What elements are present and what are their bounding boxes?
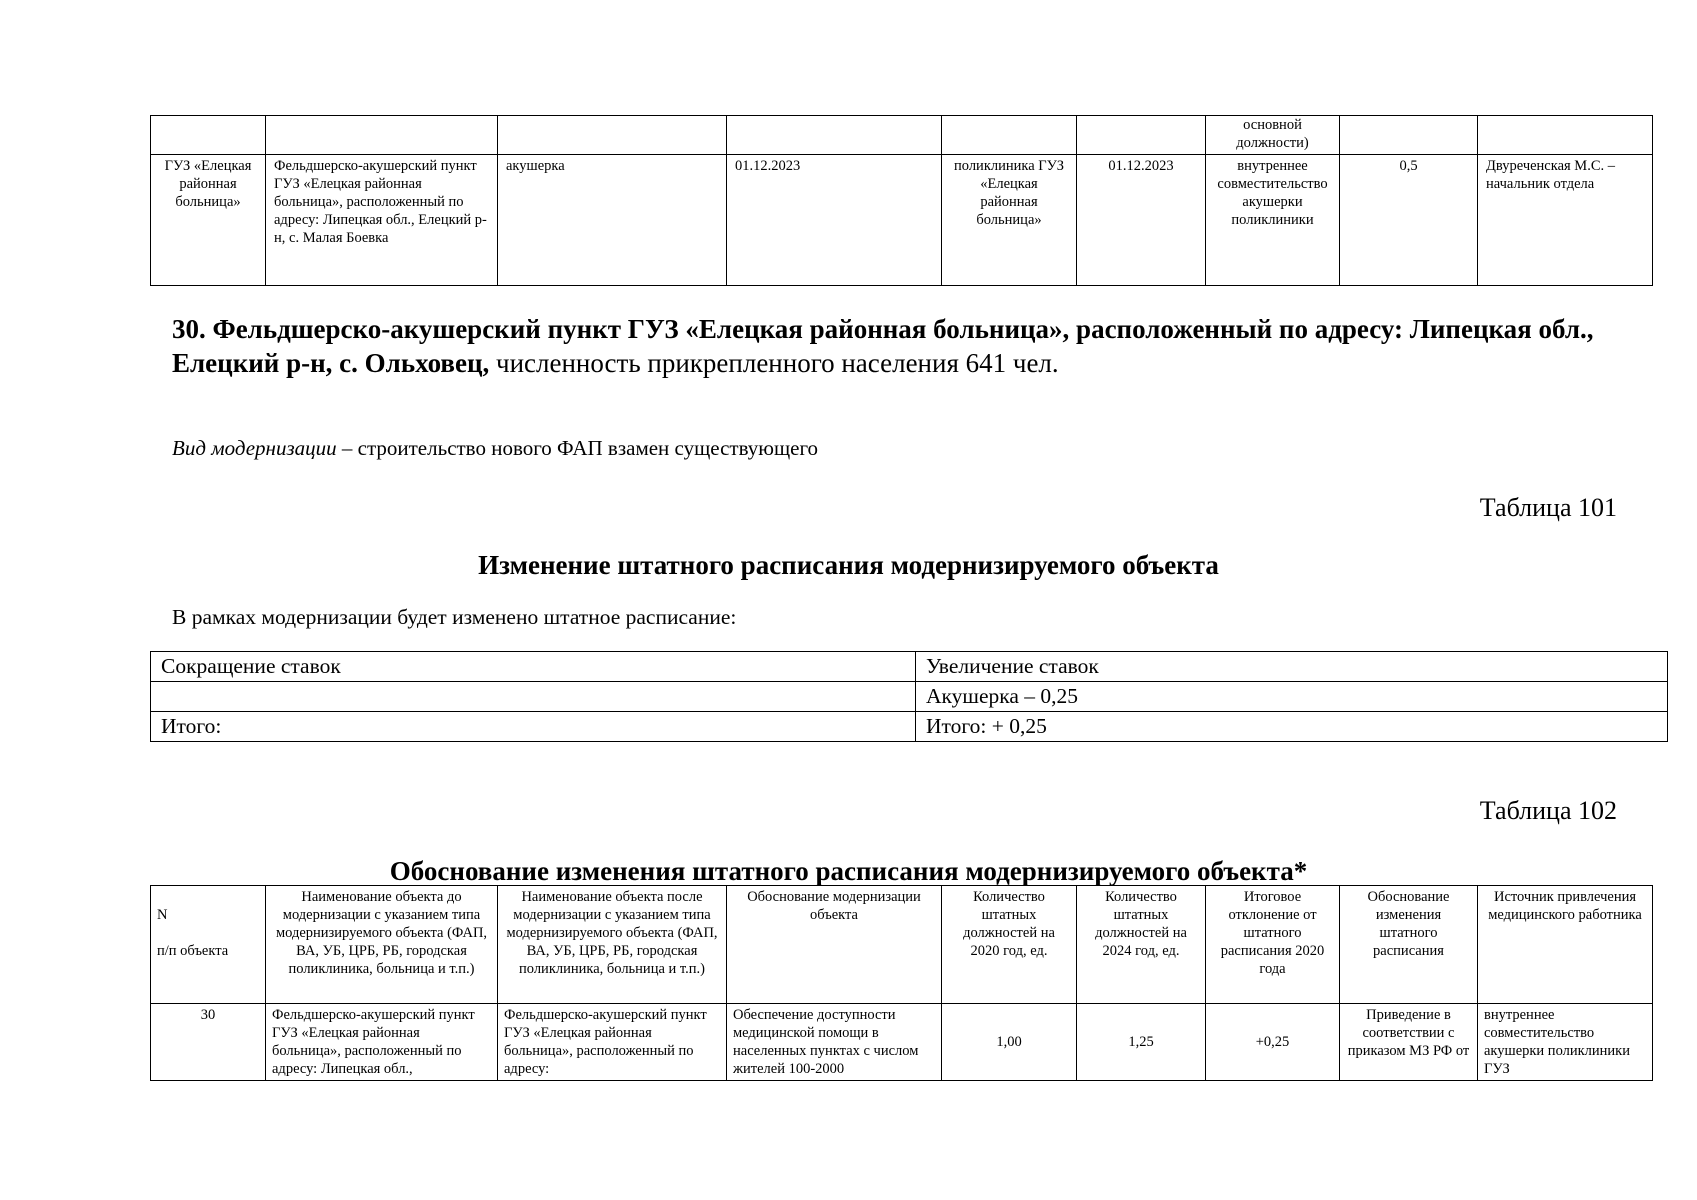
header-source: Источник привлечения медицинского работника (1478, 886, 1653, 1004)
cell-object-before: Фельдшерско-акушерский пункт ГУЗ «Елецкая районная больница», расположенный по адресу: Липецкая обл., (266, 1004, 498, 1081)
total-increase: Итого: + 0,25 (916, 712, 1668, 742)
cell-date-start: 01.12.2023 (727, 155, 942, 286)
cell-source: внутреннее совместительство акушерки поликлиники ГУЗ (1478, 1004, 1653, 1081)
cell-change-basis: Приведение в соответствии с приказом МЗ РФ от (1340, 1004, 1478, 1081)
cell-object-name: Фельдшерско-акушерский пункт ГУЗ «Елецкая районная больница», расположенный по адресу: Липецкая обл., Елецкий р-н, с. Малая Боевка (266, 155, 498, 286)
modernization-type (172, 436, 818, 461)
section-heading-bold: 30. Фельдшерско-акушерский пункт ГУЗ «Елецкая районная больница», расположенный по адресу: Липецкая обл., Елецкий р-н, с. Ольховец, (172, 314, 1594, 378)
table-row (151, 652, 1668, 682)
cell-organization: ГУЗ «Елецкая районная больница» (151, 155, 266, 286)
table-row (151, 682, 1668, 712)
header-count-2020: Количество штатных должностей на 2020 год, ед. (942, 886, 1077, 1004)
cell-count-2024: 1,25 (1077, 1004, 1206, 1081)
total-reduction: Итого: (151, 712, 916, 742)
header-increase: Увеличение ставок (916, 652, 1668, 682)
cell-object-after: Фельдшерско-акушерский пункт ГУЗ «Елецкая районная больница», расположенный по адресу: (498, 1004, 727, 1081)
table-row (151, 712, 1668, 742)
cell-position: акушерка (498, 155, 727, 286)
table-header-row (151, 886, 1653, 1004)
staffing-justification-table (150, 885, 1653, 1081)
section-heading-population: численность прикрепленного населения 641 чел. (489, 348, 1059, 378)
table-row (151, 1004, 1653, 1081)
table-102-label: Таблица 102 (1479, 796, 1617, 825)
increase-value: Акушерка – 0,25 (916, 682, 1668, 712)
staffing-continuation-table (150, 115, 1653, 286)
header-justification: Обоснование модернизации объекта (727, 886, 942, 1004)
header-object-before: Наименование объекта до модернизации с указанием типа модернизируемого объекта (ФАП, ВА, УБ, ЦРБ, РБ, городская поликлиника, больница и т.п.) (266, 886, 498, 1004)
cell-source-unit: поликлиника ГУЗ «Елецкая районная больница» (942, 155, 1077, 286)
cell-responsible: Двуреченская М.С. – начальник отдела (1478, 155, 1653, 286)
section-heading (172, 312, 1652, 380)
cell-number: 30 (151, 1004, 266, 1081)
cell-basis-cont: основной должности) (1206, 116, 1340, 155)
staffing-change-table (150, 651, 1668, 742)
header-count-2024: Количество штатных должностей на 2024 год, ед. (1077, 886, 1206, 1004)
modernization-label: Вид модернизации (172, 436, 337, 460)
header-number: N п/п объекта (151, 886, 266, 1004)
cell-rate: 0,5 (1340, 155, 1478, 286)
table-101-label: Таблица 101 (1479, 493, 1617, 522)
header-change-basis: Обоснование изменения штатного расписания (1340, 886, 1478, 1004)
header-object-after: Наименование объекта после модернизации с указанием типа модернизируемого объекта (ФАП, ВА, УБ, ЦРБ, РБ, городская поликлиника, больница и т.п.) (498, 886, 727, 1004)
cell-date-transfer: 01.12.2023 (1077, 155, 1206, 286)
table-101-intro: В рамках модернизации будет изменено штатное расписание: (172, 605, 737, 629)
cell-justification: Обеспечение доступности медицинской помощи в населенных пунктах с числом жителей 100-2000 (727, 1004, 942, 1081)
modernization-value: – строительство нового ФАП взамен существующего (336, 436, 819, 460)
header-deviation: Итоговое отклонение от штатного расписания 2020 года (1206, 886, 1340, 1004)
table-row (151, 155, 1653, 286)
table-row (151, 116, 1653, 155)
table-101-title: Изменение штатного расписания модернизируемого объекта (478, 550, 1219, 580)
cell-basis: внутреннее совместительство акушерки поликлиники (1206, 155, 1340, 286)
reduction-value (151, 682, 916, 712)
cell-deviation: +0,25 (1206, 1004, 1340, 1081)
cell-count-2020: 1,00 (942, 1004, 1077, 1081)
table-102-title: Обоснование изменения штатного расписания модернизируемого объекта* (389, 856, 1308, 886)
header-reduction: Сокращение ставок (151, 652, 916, 682)
